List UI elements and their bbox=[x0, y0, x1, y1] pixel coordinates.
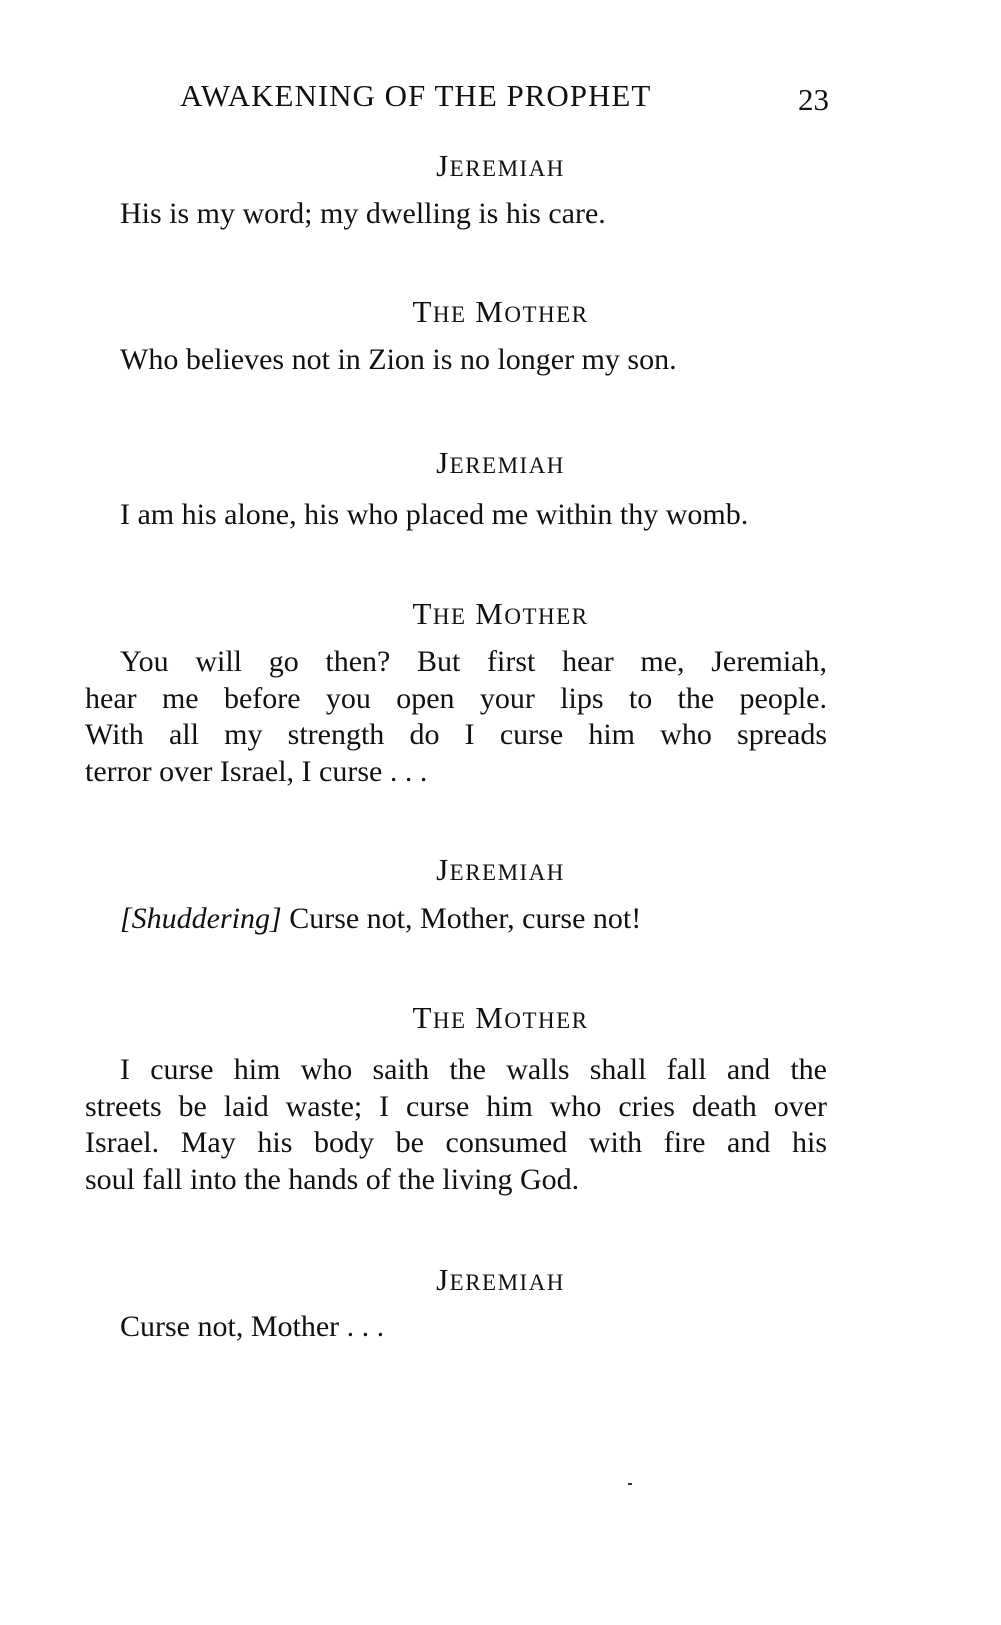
print-speck bbox=[628, 1483, 632, 1485]
speaker-name: THE MOTHER bbox=[412, 596, 589, 631]
running-head bbox=[0, 78, 1001, 118]
speaker-name: JEREMIAH bbox=[436, 1262, 565, 1297]
speech-line: soul fall into the hands of the living God. bbox=[85, 1162, 580, 1196]
speech-text: Curse not, Mother, curse not! bbox=[289, 902, 642, 935]
speech-line: I curse him who saith the walls shall fall and the bbox=[120, 1053, 827, 1086]
speaker-name: JEREMIAH bbox=[436, 148, 565, 183]
running-title: AWAKENING OF THE PROPHET bbox=[180, 78, 652, 113]
speech-line: streets be laid waste; I curse him who cries death over bbox=[85, 1089, 827, 1123]
speech-line: I am his alone, his who placed me within thy womb. bbox=[120, 498, 749, 531]
stage-direction: [Shuddering] bbox=[120, 902, 282, 935]
speech-line bbox=[120, 901, 641, 937]
speech-line: Who believes not in Zion is no longer my son. bbox=[120, 343, 677, 376]
speaker-name: THE MOTHER bbox=[412, 294, 589, 329]
speech-line: hear me before you open your lips to the people. bbox=[85, 681, 827, 715]
speech-line: His is my word; my dwelling is his care. bbox=[120, 197, 606, 230]
speech-line: With all my strength do I curse him who spreads bbox=[85, 718, 827, 751]
speech-paragraph bbox=[85, 644, 827, 790]
speech-line: terror over Israel, I curse . . . bbox=[85, 754, 428, 788]
speech-paragraph bbox=[85, 1052, 827, 1198]
speech-line: You will go then? But first hear me, Jeremiah, bbox=[120, 645, 827, 678]
speaker-name: THE MOTHER bbox=[412, 1000, 589, 1035]
page-number: 23 bbox=[798, 82, 829, 117]
speech-line: Curse not, Mother . . . bbox=[120, 1310, 385, 1343]
speaker-name: JEREMIAH bbox=[436, 852, 565, 887]
speech-line: Israel. May his body be consumed with fire and his bbox=[85, 1126, 827, 1159]
speaker-name: JEREMIAH bbox=[436, 445, 565, 480]
